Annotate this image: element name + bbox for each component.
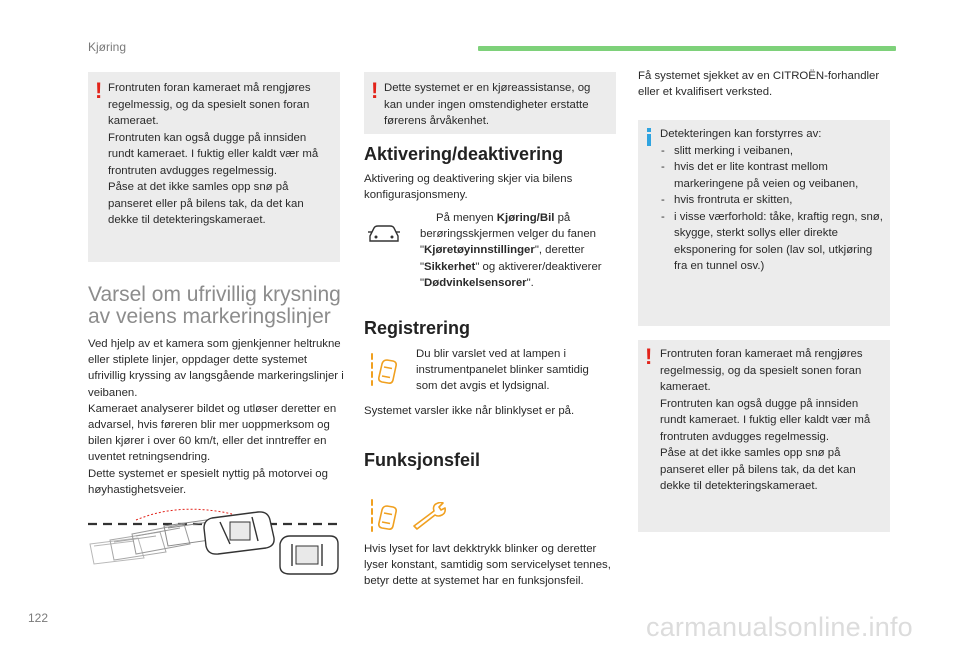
- car-settings-icon: [366, 222, 402, 244]
- body-paragraph: Ved hjelp av et kamera som gjenkjenner heltrukne eller stiplete linjer, oppdager dette systemet ufrivillig kryssing av langsgående markeringslinjer i veibanen.: [88, 338, 344, 399]
- main-section-body: [88, 336, 344, 498]
- warning-paragraph: Frontruten kan også dugge på innsiden rundt kameraet. I fuktig eller kaldt vær må frontruten avdugges regelmessig.: [660, 397, 871, 443]
- activation-step: På menyen Kjøring/Bil på berøringsskjermen velger du fanen "Kjøretøyinnstillinger", deretter "Sikkerhet" og aktiverer/deaktiverer "Dødvinkelsensorer".: [420, 212, 602, 289]
- warning-icon: !: [95, 78, 103, 103]
- activation-intro: Aktivering og deaktivering skjer via bilens konfigurasjonsmeny.: [364, 173, 573, 202]
- warning-icon: !: [645, 344, 653, 369]
- car-right: [280, 536, 338, 574]
- detection-issue-list: [660, 143, 886, 275]
- page-number: 122: [28, 611, 49, 625]
- warning-paragraph: Påse at det ikke samles opp snø på panseret eller på bilens tak, da det kan dekke til detekteringskameraet.: [108, 181, 304, 226]
- section-accent-bar: [478, 46, 896, 51]
- dealer-check-text: Få systemet sjekket av en CITROËN-forhandler eller et kvalifisert verksted.: [638, 70, 880, 99]
- list-item: - hvis det er lite kontrast mellom markeringene på veien og veibanen,: [660, 159, 886, 192]
- heading-activation: Aktivering/deaktivering: [364, 144, 564, 164]
- page-title: Varsel om ufrivillig krysning av veiens markeringslinjer: [88, 283, 341, 328]
- warning-paragraph: Frontruten foran kameraet må rengjøres regelmessig, og da spesielt sonen foran kameraet.: [108, 82, 311, 127]
- list-item: - i visse værforhold: tåke, kraftig regn, snø, skygge, sterkt sollys eller direkte eksponering for solen (lav sol, utkjøring fra en tunnel osv.): [660, 209, 886, 275]
- warning-paragraph: Påse at det ikke samles opp snø på panseret eller på bilens tak, da det kan dekke til detekteringskameraet.: [660, 447, 856, 492]
- lane-departure-illustration: [84, 500, 344, 576]
- info-icon-stem: [647, 134, 651, 146]
- info-icon: [647, 128, 651, 132]
- body-paragraph: Kameraet analyserer bildet og utløser deretter en advarsel, hvis føreren blir mer uoppmerksom og bilen kjører i over 60 km/t, eller det inntreffer en uventet retningsendring.: [88, 402, 337, 464]
- main-section-heading: [88, 284, 350, 328]
- watermark: carmanualsonline.info: [646, 612, 913, 642]
- info-box-detection: [638, 120, 890, 326]
- info-lead: Detekteringen kan forstyrres av:: [660, 128, 822, 140]
- list-item: - slitt merking i veibanen,: [660, 143, 886, 160]
- list-item: - hvis frontruta er skitten,: [660, 192, 886, 209]
- warning-text: [108, 80, 333, 229]
- warning-paragraph: Frontruten foran kameraet må rengjøres regelmessig, og da spesielt sonen foran kameraet.: [660, 348, 863, 393]
- warning-box-camera-cleaning: [88, 72, 340, 262]
- registration-text-1: Du blir varslet ved at lampen i instrumentpanelet blinker samtidig som det avgis et lydsignal.: [416, 348, 589, 393]
- car-ghost-3: [132, 524, 190, 554]
- malfunction-text: Hvis lyset for lavt dekktrykk blinker og deretter lyser konstant, samtidig som servicelyset tennes, betyr dette at systemet har en funksjonsfeil.: [364, 543, 611, 588]
- warning-text: [660, 346, 884, 495]
- heading-registration: Registrering: [364, 318, 471, 338]
- section-label: Kjøring: [88, 40, 127, 54]
- car-ghost-2: [110, 532, 166, 560]
- warning-box-camera-cleaning-2: [638, 340, 890, 532]
- warning-box-assistance: [364, 72, 616, 134]
- service-wrench-icon: [408, 502, 448, 530]
- warning-paragraph: Frontruten kan også dugge på innsiden rundt kameraet. I fuktig eller kaldt vær må frontruten avdugges regelmessig.: [108, 131, 319, 177]
- lane-departure-warning-lamp-icon: [368, 498, 400, 532]
- registration-text-2: Systemet varsler ikke når blinklyset er på.: [364, 405, 575, 417]
- warning-text: Dette systemet er en kjøreassistanse, og kan under ingen omstendigheter erstatte førerens årvåkenhet.: [384, 82, 591, 127]
- info-text: [660, 126, 886, 275]
- lane-departure-warning-lamp-icon: [368, 352, 400, 386]
- body-paragraph: Dette systemet er spesielt nyttig på motorvei og høyhastighetsveier.: [88, 467, 328, 496]
- heading-malfunction: Funksjonsfeil: [364, 450, 481, 470]
- car-main: [204, 512, 274, 554]
- warning-icon: !: [371, 78, 379, 103]
